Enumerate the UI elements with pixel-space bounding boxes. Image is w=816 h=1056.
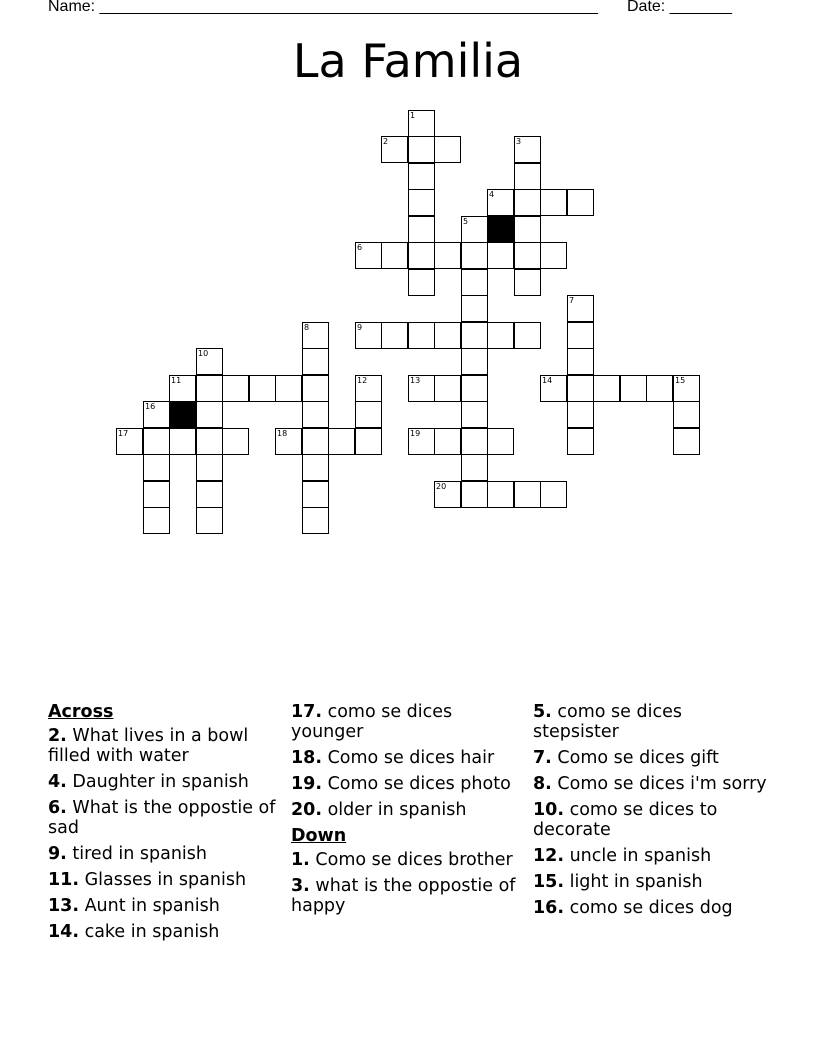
crossword-cell[interactable] xyxy=(143,481,170,508)
crossword-cell[interactable] xyxy=(196,428,223,455)
page-title: La Familia xyxy=(292,34,524,88)
cell-number: 13 xyxy=(410,376,421,385)
crossword-cell[interactable] xyxy=(408,242,435,269)
crossword-cell[interactable] xyxy=(196,401,223,428)
crossword-cell[interactable] xyxy=(461,348,488,375)
cell-number: 15 xyxy=(675,376,686,385)
crossword-cell[interactable] xyxy=(143,428,170,455)
crossword-cell[interactable] xyxy=(514,481,541,508)
cell-number: 14 xyxy=(542,376,553,385)
cell-number: 19 xyxy=(410,429,421,438)
down-clue: 5. como se dices stepsister xyxy=(533,702,682,742)
crossword-cell[interactable] xyxy=(275,375,302,402)
black-square xyxy=(487,216,514,243)
across-clue: 2. What lives in a bowl filled with water xyxy=(48,726,249,766)
crossword-cell[interactable] xyxy=(567,375,594,402)
crossword-cell[interactable] xyxy=(381,322,408,349)
down-clue: 10. como se dices to decorate xyxy=(533,800,718,840)
crossword-cell[interactable] xyxy=(461,401,488,428)
crossword-cell[interactable] xyxy=(514,322,541,349)
across-clue: 4. Daughter in spanish xyxy=(48,772,249,792)
crossword-cell[interactable] xyxy=(461,269,488,296)
crossword-cell[interactable] xyxy=(302,401,329,428)
crossword-cell[interactable] xyxy=(434,428,461,455)
cell-number: 8 xyxy=(304,323,310,332)
crossword-cell[interactable] xyxy=(143,507,170,534)
crossword-cell[interactable] xyxy=(408,189,435,216)
crossword-cell[interactable] xyxy=(196,507,223,534)
clues-column-2 xyxy=(291,702,526,922)
crossword-cell[interactable] xyxy=(673,401,700,428)
crossword-cell[interactable] xyxy=(514,269,541,296)
cell-number: 4 xyxy=(489,190,495,199)
crossword-cell[interactable] xyxy=(408,269,435,296)
cell-number: 7 xyxy=(569,296,575,305)
crossword-cell[interactable] xyxy=(620,375,647,402)
across-heading: Across xyxy=(48,702,114,722)
crossword-cell[interactable] xyxy=(196,481,223,508)
crossword-cell[interactable] xyxy=(567,348,594,375)
down-clue: 3. what is the oppostie of happy xyxy=(291,876,516,916)
crossword-cell[interactable] xyxy=(673,428,700,455)
crossword-cell[interactable] xyxy=(514,189,541,216)
cell-number: 3 xyxy=(516,137,522,146)
crossword-cell[interactable] xyxy=(408,216,435,243)
crossword-cell[interactable] xyxy=(196,375,223,402)
across-clue: 9. tired in spanish xyxy=(48,844,207,864)
crossword-cell[interactable] xyxy=(514,163,541,190)
cell-number: 16 xyxy=(145,402,156,411)
cell-number: 20 xyxy=(436,482,447,491)
cell-number: 17 xyxy=(118,429,129,438)
date-field-label: Date: _______ xyxy=(627,0,732,15)
across-clue: 13. Aunt in spanish xyxy=(48,896,220,916)
across-clue: 6. What is the oppostie of sad xyxy=(48,798,276,838)
crossword-cell[interactable] xyxy=(408,163,435,190)
clues-column-3 xyxy=(533,702,768,924)
crossword-cell[interactable] xyxy=(567,322,594,349)
crossword-cell[interactable] xyxy=(567,401,594,428)
down-clue: 12. uncle in spanish xyxy=(533,846,712,866)
crossword-cell[interactable] xyxy=(355,401,382,428)
crossword-cell[interactable] xyxy=(514,216,541,243)
crossword-cell[interactable] xyxy=(461,428,488,455)
cell-number: 1 xyxy=(410,111,416,120)
crossword-cell[interactable] xyxy=(302,375,329,402)
crossword-cell[interactable] xyxy=(302,348,329,375)
cell-number: 9 xyxy=(357,323,363,332)
crossword-cell[interactable] xyxy=(487,481,514,508)
down-heading: Down xyxy=(291,826,347,846)
cell-number: 6 xyxy=(357,243,363,252)
crossword-cell[interactable] xyxy=(646,375,673,402)
crossword-cell[interactable] xyxy=(328,428,355,455)
crossword-cell[interactable] xyxy=(434,136,461,163)
crossword-cell[interactable] xyxy=(196,454,223,481)
crossword-cell[interactable] xyxy=(302,481,329,508)
crossword-cell[interactable] xyxy=(487,322,514,349)
crossword-cell[interactable] xyxy=(355,428,382,455)
across-clue: 11. Glasses in spanish xyxy=(48,870,247,890)
crossword-cell[interactable] xyxy=(249,375,276,402)
cell-number: 12 xyxy=(357,376,368,385)
black-square xyxy=(169,401,196,428)
crossword-cell[interactable] xyxy=(487,428,514,455)
down-clue: 15. light in spanish xyxy=(533,872,703,892)
crossword-cell[interactable] xyxy=(540,242,567,269)
crossword-cell[interactable] xyxy=(540,189,567,216)
cell-number: 2 xyxy=(383,137,389,146)
across-clue: 17. como se dices younger xyxy=(291,702,453,742)
cell-number: 10 xyxy=(198,349,209,358)
clues-column-1 xyxy=(48,702,283,948)
crossword-cell[interactable] xyxy=(302,507,329,534)
cell-number: 11 xyxy=(171,376,182,385)
crossword-cell[interactable] xyxy=(143,454,170,481)
crossword-cell[interactable] xyxy=(514,242,541,269)
cell-number: 18 xyxy=(277,429,288,438)
down-clue: 8. Como se dices i'm sorry xyxy=(533,774,767,794)
crossword-cell[interactable] xyxy=(567,428,594,455)
down-clue: 7. Como se dices gift xyxy=(533,748,719,768)
crossword-cell[interactable] xyxy=(461,242,488,269)
crossword-cell[interactable] xyxy=(222,375,249,402)
name-field-label: Name: ________________________________________________________ xyxy=(48,0,598,15)
crossword-cell[interactable] xyxy=(222,428,249,455)
crossword-cell[interactable] xyxy=(461,454,488,481)
crossword-cell[interactable] xyxy=(434,375,461,402)
crossword-cell[interactable] xyxy=(461,375,488,402)
across-clue: 14. cake in spanish xyxy=(48,922,220,942)
crossword-cell[interactable] xyxy=(302,428,329,455)
crossword-cell[interactable] xyxy=(434,242,461,269)
crossword-cell[interactable] xyxy=(408,136,435,163)
crossword-cell[interactable] xyxy=(461,481,488,508)
crossword-cell[interactable] xyxy=(302,454,329,481)
crossword-cell[interactable] xyxy=(487,242,514,269)
crossword-cell[interactable] xyxy=(461,295,488,322)
down-clue: 1. Como se dices brother xyxy=(291,850,513,870)
crossword-cell[interactable] xyxy=(408,322,435,349)
crossword-cell[interactable] xyxy=(593,375,620,402)
crossword-cell[interactable] xyxy=(169,428,196,455)
cell-number: 5 xyxy=(463,217,469,226)
crossword-cell[interactable] xyxy=(540,481,567,508)
crossword-cell[interactable] xyxy=(461,322,488,349)
crossword-cell[interactable] xyxy=(381,242,408,269)
crossword-cell[interactable] xyxy=(567,189,594,216)
crossword-cell[interactable] xyxy=(434,322,461,349)
across-clue: 18. Como se dices hair xyxy=(291,748,495,768)
across-clue: 20. older in spanish xyxy=(291,800,467,820)
across-clue: 19. Como se dices photo xyxy=(291,774,511,794)
down-clue: 16. como se dices dog xyxy=(533,898,733,918)
